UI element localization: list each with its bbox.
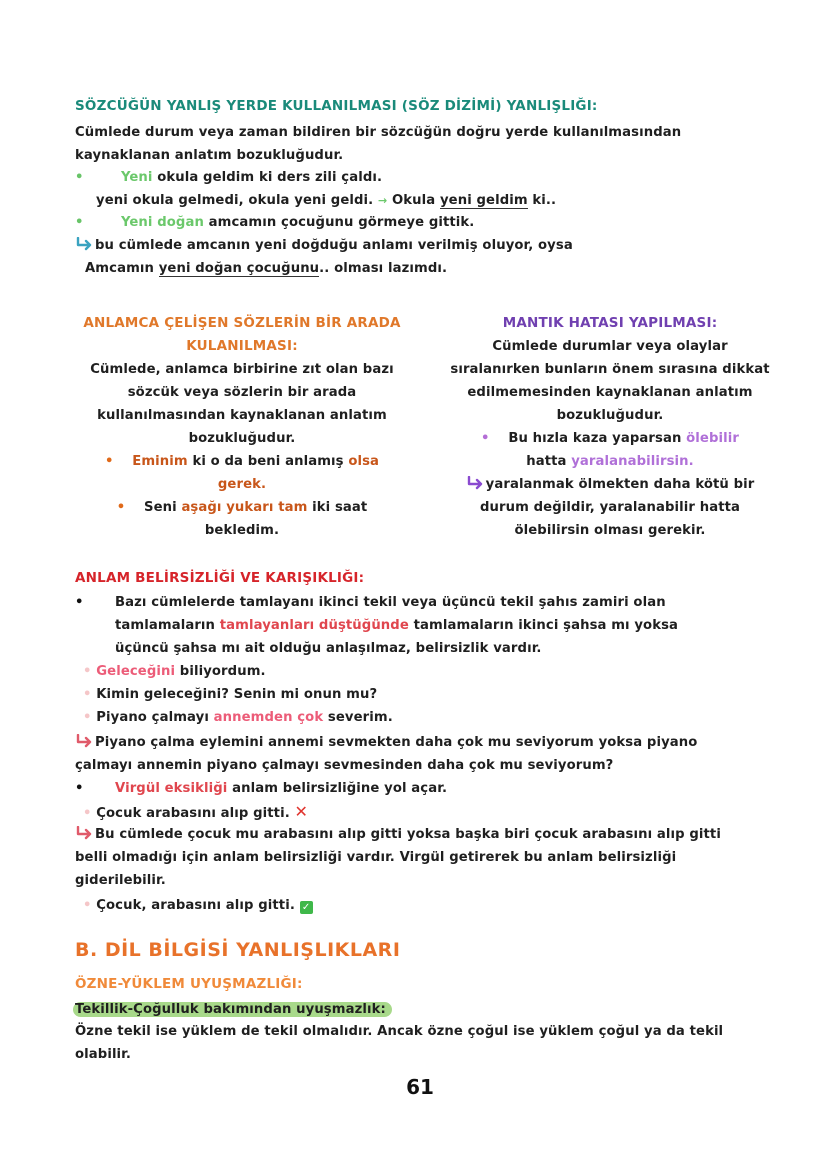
- checkmark-icon: ✓: [300, 901, 313, 914]
- bullet-icon: •: [83, 687, 92, 702]
- explanation-note: giderilebilir.: [75, 873, 166, 888]
- bullet-icon: •: [83, 806, 92, 821]
- section-heading-word-order: SÖZCÜĞÜN YANLIŞ YERDE KULLANILMASI (SÖZ DİZİMİ) YANLIŞLIĞI:: [75, 98, 598, 114]
- example-item: • Yeni okula geldim ki ders zili çaldı.: [75, 170, 383, 185]
- example-correction: yeni okula gelmedi, okula yeni geldi. → Okula yeni geldim ki..: [96, 193, 557, 208]
- logic-error-section: [422, 312, 798, 542]
- page-number: 61: [406, 1075, 434, 1099]
- explanation-note: belli olmadığı için anlam belirsizliği vardır. Virgül getirerek bu anlam belirsizliği: [75, 850, 677, 865]
- bullet-icon: •: [75, 170, 84, 185]
- bullet-paragraph: [75, 777, 84, 800]
- bullet-paragraph: [75, 591, 84, 614]
- example-item: • Çocuk arabasını alıp gitti. ✕: [83, 802, 309, 821]
- cross-icon: ✕: [294, 802, 309, 821]
- example-item: • Yeni doğan amcamın çocuğunu görmeye gittik.: [75, 215, 475, 230]
- paragraph-line: Cümlede, anlamca birbirine zıt olan bazı: [90, 362, 394, 377]
- bullet-icon: •: [75, 215, 84, 230]
- section-heading: ANLAMCA ÇELİŞEN SÖZLERİN BİR ARADA: [83, 315, 401, 331]
- explanation-note: yaralanmak ölmekten daha kötü bir: [422, 473, 798, 496]
- paragraph-line: sözcük veya sözlerin bir arada: [127, 385, 357, 400]
- subsection-heading: ÖZNE-YÜKLEM UYUŞMAZLIĞI:: [75, 976, 303, 992]
- paragraph-line: tamlamaların tamlayanları düştüğünde tamlamaların ikinci şahsa mı yoksa: [115, 618, 679, 633]
- explanation-note: durum değildir, yaralanabilir hatta: [479, 500, 741, 515]
- bullet-icon: •: [481, 431, 490, 446]
- paragraph-line: Cümlede durum veya zaman bildiren bir sözcüğün doğru yerde kullanılmasından: [75, 125, 682, 140]
- example-item: • Çocuk, arabasını alıp gitti. ✓: [83, 894, 313, 917]
- paragraph-line: olabilir.: [75, 1047, 132, 1062]
- paragraph-line: kullanılmasından kaynaklanan anlatım: [97, 408, 387, 423]
- explanation-note: Amcamın yeni doğan çocuğunu.. olması lazımdı.: [85, 261, 448, 276]
- example-item: • Eminim ki o da beni anlamış olsa: [104, 454, 380, 469]
- example-continuation: bekledim.: [204, 523, 280, 538]
- section-heading: KULANILMASI:: [186, 338, 298, 354]
- section-heading-ambiguity: ANLAM BELİRSİZLİĞİ VE KARIŞIKLIĞI:: [75, 570, 365, 586]
- section-heading: MANTIK HATASI YAPILMASI:: [502, 315, 718, 331]
- example-item: • Piyano çalmayı annemden çok severim.: [83, 710, 393, 725]
- example-item: • Bu hızla kaza yaparsan ölebilir: [481, 431, 739, 446]
- highlight-label: Tekillik-Çoğulluk bakımından uyuşmazlık:: [73, 998, 392, 1021]
- example-item: • Seni aşağı yukarı tam iki saat: [116, 500, 368, 515]
- bullet-icon: •: [104, 454, 114, 469]
- paragraph-line: üçüncü şahsa mı ait olduğu anlaşılmaz, belirsizlik vardır.: [115, 641, 542, 656]
- example-continuation: hatta yaralanabilirsin.: [526, 454, 694, 469]
- curved-arrow-icon: [75, 237, 93, 251]
- arrow-right-icon: →: [377, 194, 388, 207]
- bullet-icon: •: [83, 664, 92, 679]
- paragraph-line: Bazı cümlelerde tamlayanı ikinci tekil veya üçüncü tekil şahıs zamiri olan: [115, 595, 666, 610]
- chapter-title: B. DİL BİLGİSİ YANLIŞLIKLARI: [75, 939, 401, 961]
- curved-arrow-icon: [466, 476, 484, 490]
- curved-arrow-icon: [75, 826, 93, 840]
- bullet-icon: •: [75, 595, 84, 610]
- paragraph-line: sıralanırken bunların önem sırasına dikkat: [450, 362, 770, 377]
- explanation-note: bu cümlede amcanın yeni doğduğu anlamı verilmiş oluyor, oysa: [75, 234, 573, 257]
- paragraph-line: Özne tekil ise yüklem de tekil olmalıdır. Ancak özne çoğul ise yüklem çoğul ya da tekil: [75, 1024, 724, 1039]
- bullet-icon: •: [75, 781, 84, 796]
- example-item: • Kimin geleceğini? Senin mi onun mu?: [83, 687, 378, 702]
- explanation-note: ölebilirsin olması gerekir.: [514, 523, 706, 538]
- bullet-icon: •: [83, 898, 92, 913]
- example-continuation: gerek.: [217, 477, 267, 492]
- paragraph-line: Virgül eksikliği anlam belirsizliğine yol açar.: [115, 781, 448, 796]
- paragraph-line: Cümlede durumlar veya olaylar: [492, 339, 728, 354]
- explanation-note: Piyano çalma eylemini annemi sevmekten daha çok mu seviyorum yoksa piyano: [75, 731, 697, 754]
- example-item: • Geleceğini biliyordum.: [83, 664, 266, 679]
- paragraph-line: bozukluğudur.: [556, 408, 664, 423]
- explanation-note: Bu cümlede çocuk mu arabasını alıp gitti yoksa başka biri çocuk arabasını alıp gitti: [75, 823, 721, 846]
- paragraph-line: kaynaklanan anlatım bozukluğudur.: [75, 148, 344, 163]
- bullet-icon: •: [83, 710, 92, 725]
- explanation-note: çalmayı annemin piyano çalmayı sevmesinden daha çok mu seviyorum?: [75, 758, 614, 773]
- curved-arrow-icon: [75, 734, 93, 748]
- paragraph-line: edilmemesinden kaynaklanan anlatım: [467, 385, 753, 400]
- contradiction-section: [62, 312, 422, 542]
- paragraph-line: bozukluğudur.: [188, 431, 296, 446]
- bullet-icon: •: [116, 500, 126, 515]
